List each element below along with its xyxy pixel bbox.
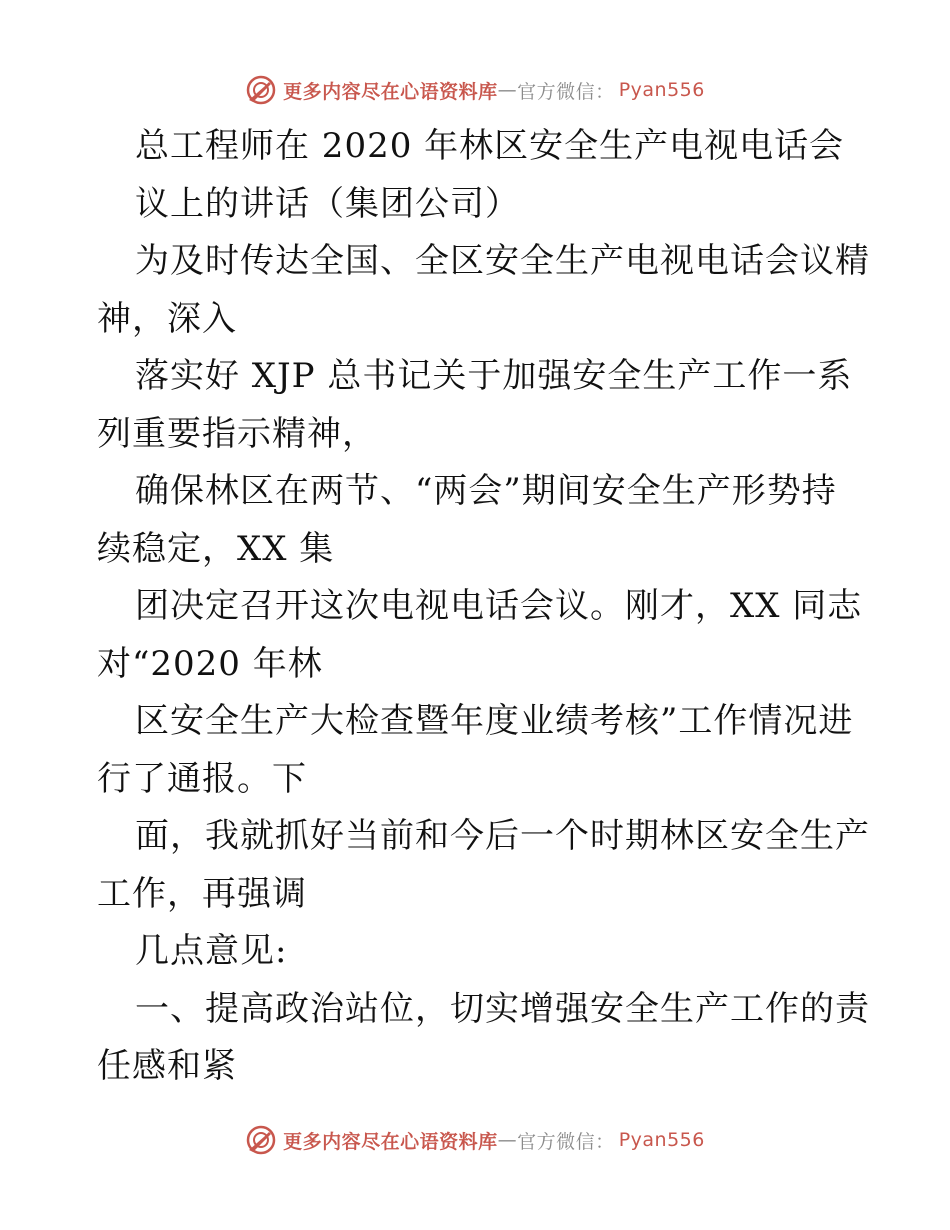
- brand-logo-icon: [245, 1124, 277, 1156]
- text-line: 工作，再强调: [97, 873, 307, 914]
- text-line: 确保林区在两节、“两会”期间安全生产形势持: [135, 471, 837, 511]
- text-line: 几点意见:: [135, 931, 288, 971]
- text-line: 续稳定，XX 集: [97, 528, 335, 569]
- brand-logo-icon: [245, 74, 277, 106]
- text-line: 为及时传达全国、全区安全生产电视电话会议精: [135, 241, 870, 281]
- text-line: 行了通报。下: [97, 758, 307, 799]
- text-line: 面，我就抓好当前和今后一个时期林区安全生产: [135, 816, 870, 856]
- banner-wechat-id: Pyan556: [618, 1129, 705, 1151]
- text-line: 落实好 XJP 总书记关于加强安全生产工作一系: [135, 356, 853, 396]
- text-line: 总工程师在 2020 年林区安全生产电视电话会: [135, 126, 845, 166]
- banner-main-text: 更多内容尽在心语资料库: [283, 1130, 498, 1153]
- text-line: 对“2020 年林: [97, 643, 323, 684]
- banner-dash: —: [497, 1129, 518, 1151]
- banner-main-text: 更多内容尽在心语资料库: [283, 80, 498, 103]
- text-line: 议上的讲话（集团公司）: [135, 183, 520, 224]
- text-line: 任感和紧: [97, 1046, 237, 1086]
- text-line: 神，深入: [97, 298, 237, 339]
- banner-wechat-label: 官方微信：: [517, 1130, 615, 1153]
- banner-wechat-id: Pyan556: [618, 79, 705, 101]
- header-watermark: [0, 70, 950, 110]
- text-line: 团决定召开这次电视电话会议。刚才，XX 同志: [135, 586, 863, 626]
- text-line: 区安全生产大检查暨年度业绩考核”工作情况进: [135, 701, 854, 741]
- banner-dash: —: [497, 79, 518, 101]
- text-line: 列重要指示精神，: [97, 413, 377, 454]
- document-body: [0, 118, 950, 1096]
- text-line: 一、提高政治站位，切实增强安全生产工作的责: [135, 988, 870, 1029]
- footer-watermark: [0, 1120, 950, 1160]
- banner-wechat-label: 官方微信：: [517, 80, 615, 103]
